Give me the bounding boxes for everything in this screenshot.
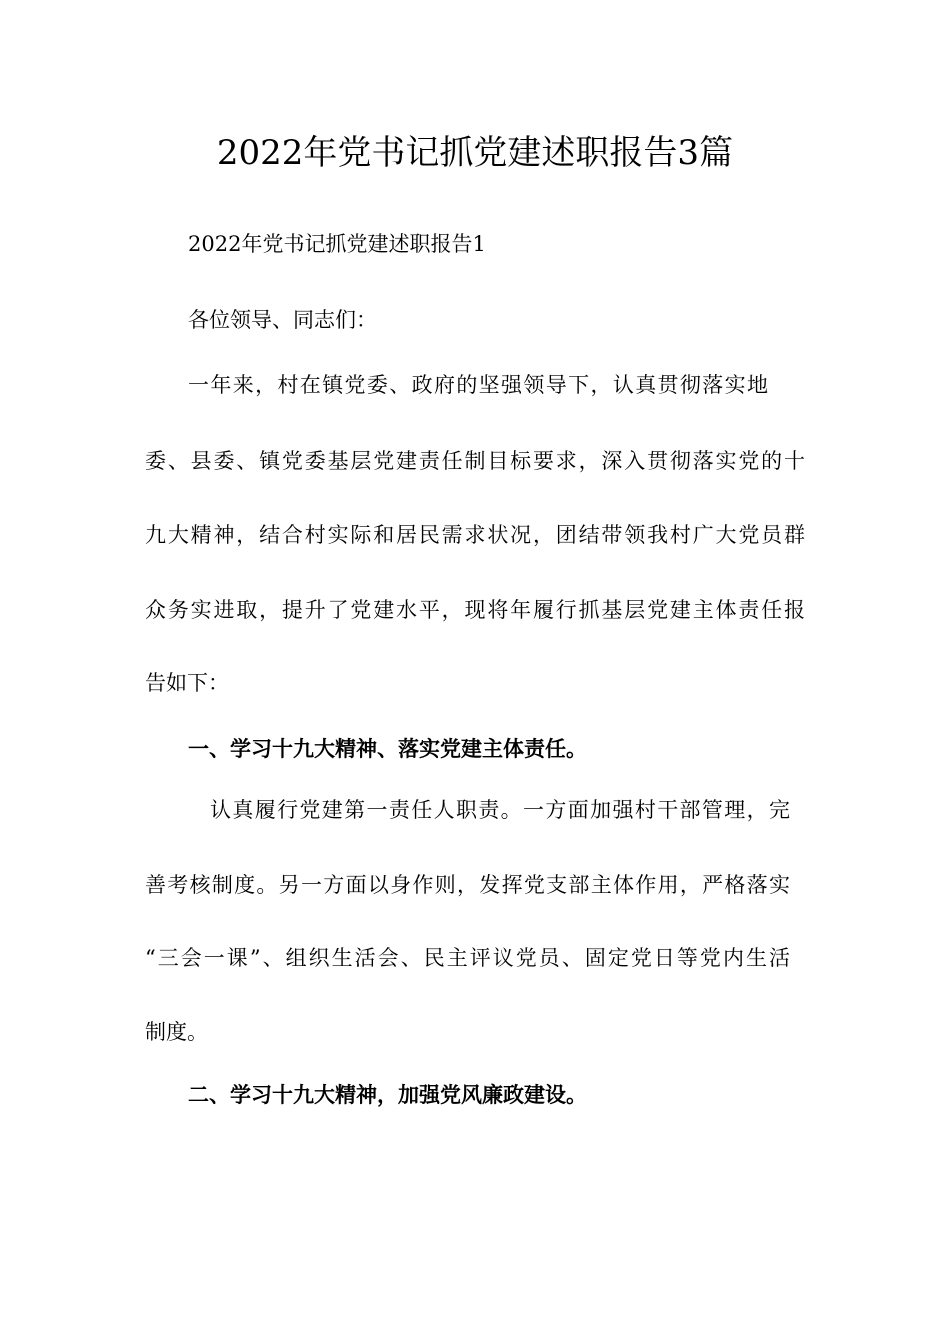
section-1-heading: 一、学习十九大精神、落实党建主体责任。 [188,736,587,761]
document-title: 2022年党书记抓党建述职报告3篇 [216,133,734,173]
paragraph-1-line-3: 九大精神，结合村实际和居民需求状况，团结带领我村广大党员群 [145,523,805,547]
salutation: 各位领导、同志们： [188,308,377,332]
paragraph-1-line-4: 众务实进取，提升了党建水平，现将年履行抓基层党建主体责任报 [145,598,805,622]
report-subtitle: 2022年党书记抓党建述职报告1 [188,232,486,256]
section-2-heading: 二、学习十九大精神，加强党风廉政建设。 [188,1082,587,1107]
paragraph-2-line-2: 善考核制度。另一方面以身作则，发挥党支部主体作用，严格落实 [145,873,790,897]
paragraph-2-line-1: 认真履行党建第一责任人职责。一方面加强村干部管理，完 [210,798,790,822]
paragraph-1-line-5: 告如下： [145,671,229,695]
paragraph-1-line-2: 委、县委、镇党委基层党建责任制目标要求，深入贯彻落实党的十 [145,449,805,473]
paragraph-2-line-4: 制度。 [145,1020,208,1044]
paragraph-2-line-3: “三会一课”、组织生活会、民主评议党员、固定党日等党内生活 [145,946,790,970]
paragraph-1-line-1: 一年来，村在镇党委、政府的坚强领导下，认真贯彻落实地 [188,373,768,397]
